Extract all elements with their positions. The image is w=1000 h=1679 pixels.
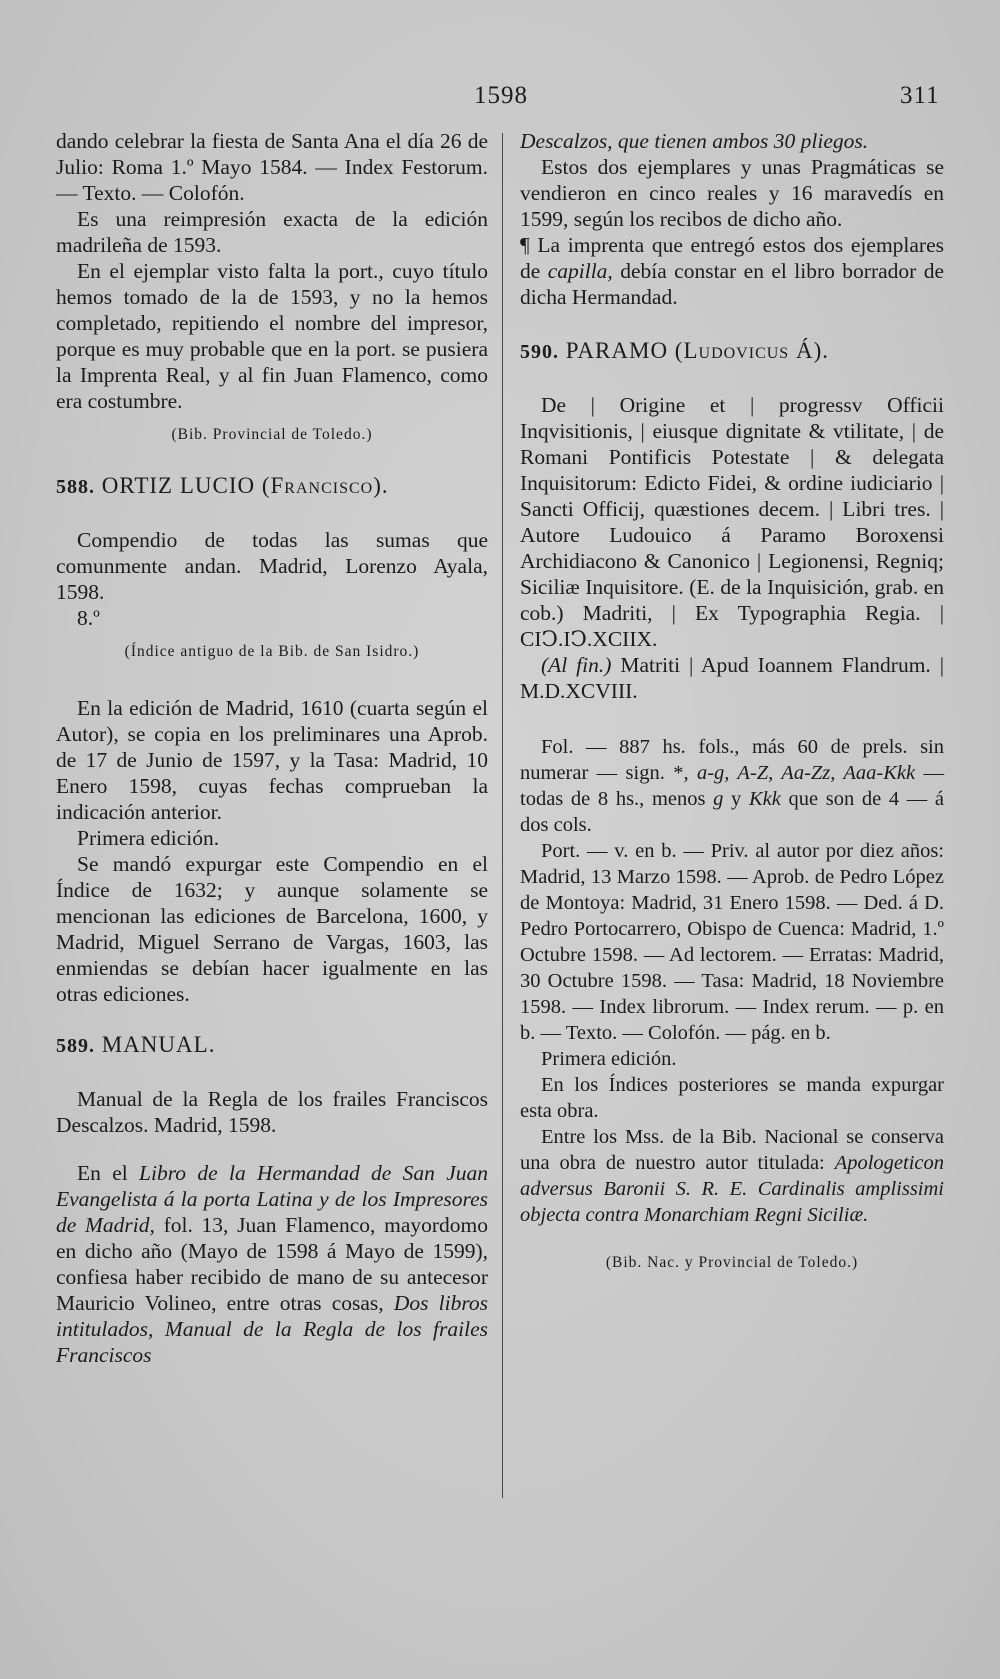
entry-number: 589. — [56, 1035, 95, 1057]
entry-number: 590. — [520, 341, 559, 363]
column-divider — [502, 133, 503, 1498]
entry-heading-590: 590. PARAMO (Ludovicus Á). — [520, 338, 829, 363]
book-title: De | Origine et | progressv Officii Inqvisitionis, | eiusque dignitate & vtilitate, | de Romani Pontificis Potestate | & delegata Inquisitorum: Edicto Fidei, & ordine iudiciario | Sancti Officij, quæstiones decem. | Libri tres. | Autore Ludouico á Paramo Boroxensi Archidiacono & Canonico | Legionensi, Regniq; Siciliæ Inquisitore. (E. de la Inquisición, grab. en cob.) Madriti, | Ex Typographia Regia. | CIↃ.IↃ.XCIIX. — [520, 393, 944, 651]
paragraph: Es una reimpresión exacta de la edición madrileña de 1593. — [56, 207, 488, 257]
paragraph: Entre los Mss. de la Bib. Nacional se conserva una obra de nuestro autor titulada: Apologeticon adversus Baronii S. R. E. Cardinalis amplissimi objecta contra Monarchiam Regni Siciliæ. — [520, 1126, 944, 1226]
paragraph: En el ejemplar visto falta la port., cuyo título hemos tomado de la de 1593, y no la hemos completado, repitiendo el nombre del impresor, porque es muy probable que en la port. se pusiera la Imprenta Real, y al fin Juan Flamenco, como era costumbre. — [56, 259, 488, 413]
left-column — [56, 128, 488, 1368]
paragraph: Primera edición. — [77, 826, 220, 850]
running-header-year: 1598 — [474, 82, 528, 109]
paragraph: Primera edición. — [541, 1048, 677, 1070]
paragraph: Descalzos, que tienen ambos 30 pliegos. — [520, 129, 869, 153]
description: Fol. — 887 hs. fols., más 60 de prels. sin numerar — sign. *, a-g, A-Z, Aa-Zz, Aaa-Kkk — todas de 8 hs., menos g y Kkk que son de 4 — á dos cols. — [520, 736, 945, 836]
paragraph: Estos dos ejemplares y unas Pragmáticas se vendieron en cinco reales y 16 maravedís en 1599, según los recibos de dicho año. — [520, 155, 944, 231]
paragraph: En la edición de Madrid, 1610 (cuarta según el Autor), se copia en los preliminares una Aprob. de 17 de Junio de 1597, y la Tasa: Madrid, 10 Enero 1598, cuyas fechas comprueban la indicación anterior. — [56, 696, 488, 824]
book-title: Manual de la Regla de los frailes Franciscos Descalzos. Madrid, 1598. — [56, 1087, 488, 1137]
paragraph: En el Libro de la Hermandad de San Juan Evangelista á la porta Latina y de los Impresores de Madrid, fol. 13, Juan Flamenco, mayordomo en dicho año (Mayo de 1598 á Mayo de 1599), confiesa haber recibido de mano de su antecesor Mauricio Volineo, entre otras cosas, Dos libros intitulados, Manual de la Regla de los frailes Franciscos — [56, 1161, 489, 1367]
source-citation: (Bib. Provincial de Toledo.) — [171, 426, 373, 443]
source-citation: (Bib. Nac. y Provincial de Toledo.) — [605, 1254, 859, 1271]
paragraph: dando celebrar la fiesta de Santa Ana el día 26 de Julio: Roma 1.º Mayo 1584. — Index Festorum. — Texto. — Colofón. — [56, 129, 488, 205]
paragraph: ¶ La imprenta que entregó estos dos ejemplares de capilla, debía constar en el libro borrador de dicha Hermandad. — [520, 233, 945, 309]
paragraph: Port. — v. en b. — Priv. al autor por diez años: Madrid, 13 Marzo 1598. — Aprob. de Pedro López de Montoya: Madrid, 31 Enero 1598. — Ded. á D. Pedro Portocarrero, Obispo de Cuenca: Madrid, 1.º Octubre 1598. — Ad lectorem. — Erratas: Madrid, 30 Octubre 1598. — Tasa: Madrid, 18 Noviembre 1598. — Index librorum. — Index rerum. — p. en b. — Texto. — Colofón. — pág. en b. — [520, 840, 944, 1044]
entry-heading-589: 589. MANUAL. — [56, 1032, 216, 1057]
colophon: (Al fin.) Matriti | Apud Ioannem Flandrum. | M.D.XCVIII. — [520, 653, 945, 703]
format: 8.º — [77, 606, 100, 630]
entry-heading-588: 588. ORTIZ LUCIO (Francisco). — [56, 473, 389, 498]
paragraph: En los Índices posteriores se manda expurgar esta obra. — [520, 1074, 944, 1122]
paragraph: Se mandó expurgar este Compendio en el Índice de 1632; y aunque solamente se mencionan las ediciones de Barcelona, 1600, y Madrid, Miguel Serrano de Vargas, 1603, las enmiendas se debían hacer igualmente en las otras ediciones. — [56, 852, 488, 1006]
right-column — [520, 128, 944, 1284]
page-number: 311 — [900, 82, 940, 109]
entry-number: 588. — [56, 476, 95, 498]
paragraph-mark-icon: ¶ — [520, 233, 530, 257]
book-title: Compendio de todas las sumas que comunmente andan. Madrid, Lorenzo Ayala, 1598. — [56, 528, 488, 604]
source-citation: (Índice antiguo de la Bib. de San Isidro.) — [124, 643, 420, 660]
